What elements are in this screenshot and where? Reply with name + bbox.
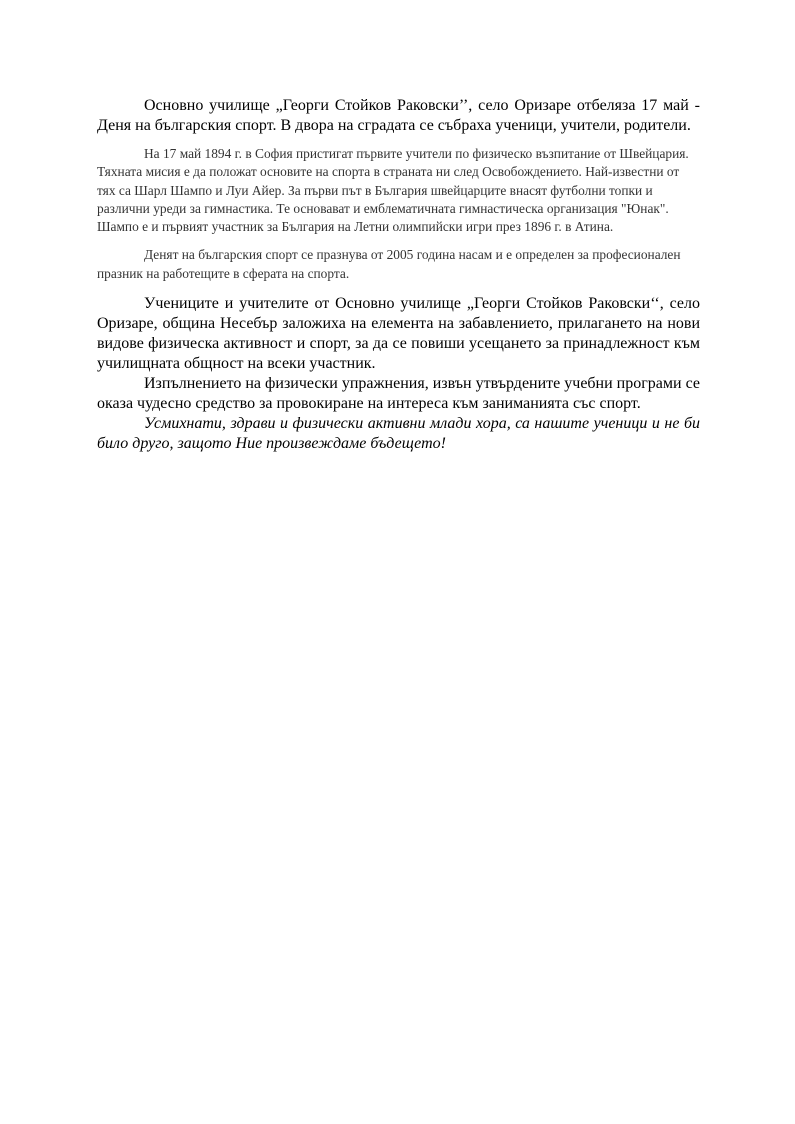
holiday-paragraph: Денят на българския спорт се празнува от 2005 година насам и е определен за професионален празник на работещите в сферата на спорта. xyxy=(97,247,681,281)
intro-paragraph: Основно училище „Георги Стойков Раковски’’, село Оризаре отбеляза 17 май - Деня на българския спорт. В двора на сградата се събраха ученици, учители, родители. xyxy=(97,97,700,134)
exercise-paragraph: Изпълнението на физически упражнения, извън утвърдените учебни програми се оказа чудесно средство за провокиране на интереса към заниманията със спорт. xyxy=(97,375,700,413)
closing-paragraph: Усмихнати, здрави и физически активни млади хора, са нашите ученици и не би било друго, защото Ние произвеждаме бъдещето! xyxy=(97,415,700,453)
participants-paragraph: Учениците и учителите от Основно училище „Георги Стойков Раковски‘‘, село Оризаре, община Несебър заложиха на елемента на забавлението, прилагането на нови видове физическа активност и спорт, за да се повиши усещането за принадлежност към училищната общност на всеки участник. xyxy=(97,295,700,373)
history-paragraph: На 17 май 1894 г. в София пристигат първите учители по физическо възпитание от Швейцария. Тяхната мисия е да положат основите на спорта в страната ни след Освобождението. Най-известни от тях са Шарл Шампо и Луи Айер. За първи път в България швейцарците внасят футболни топки и различни уреди за гимнастика. Те основават и емблематичната гимнастическа организация "Юнак". Шампо е и първият участник за България на Летни олимпийски игри през 1896 г. в Атина. xyxy=(97,146,689,235)
document-body xyxy=(97,96,700,454)
